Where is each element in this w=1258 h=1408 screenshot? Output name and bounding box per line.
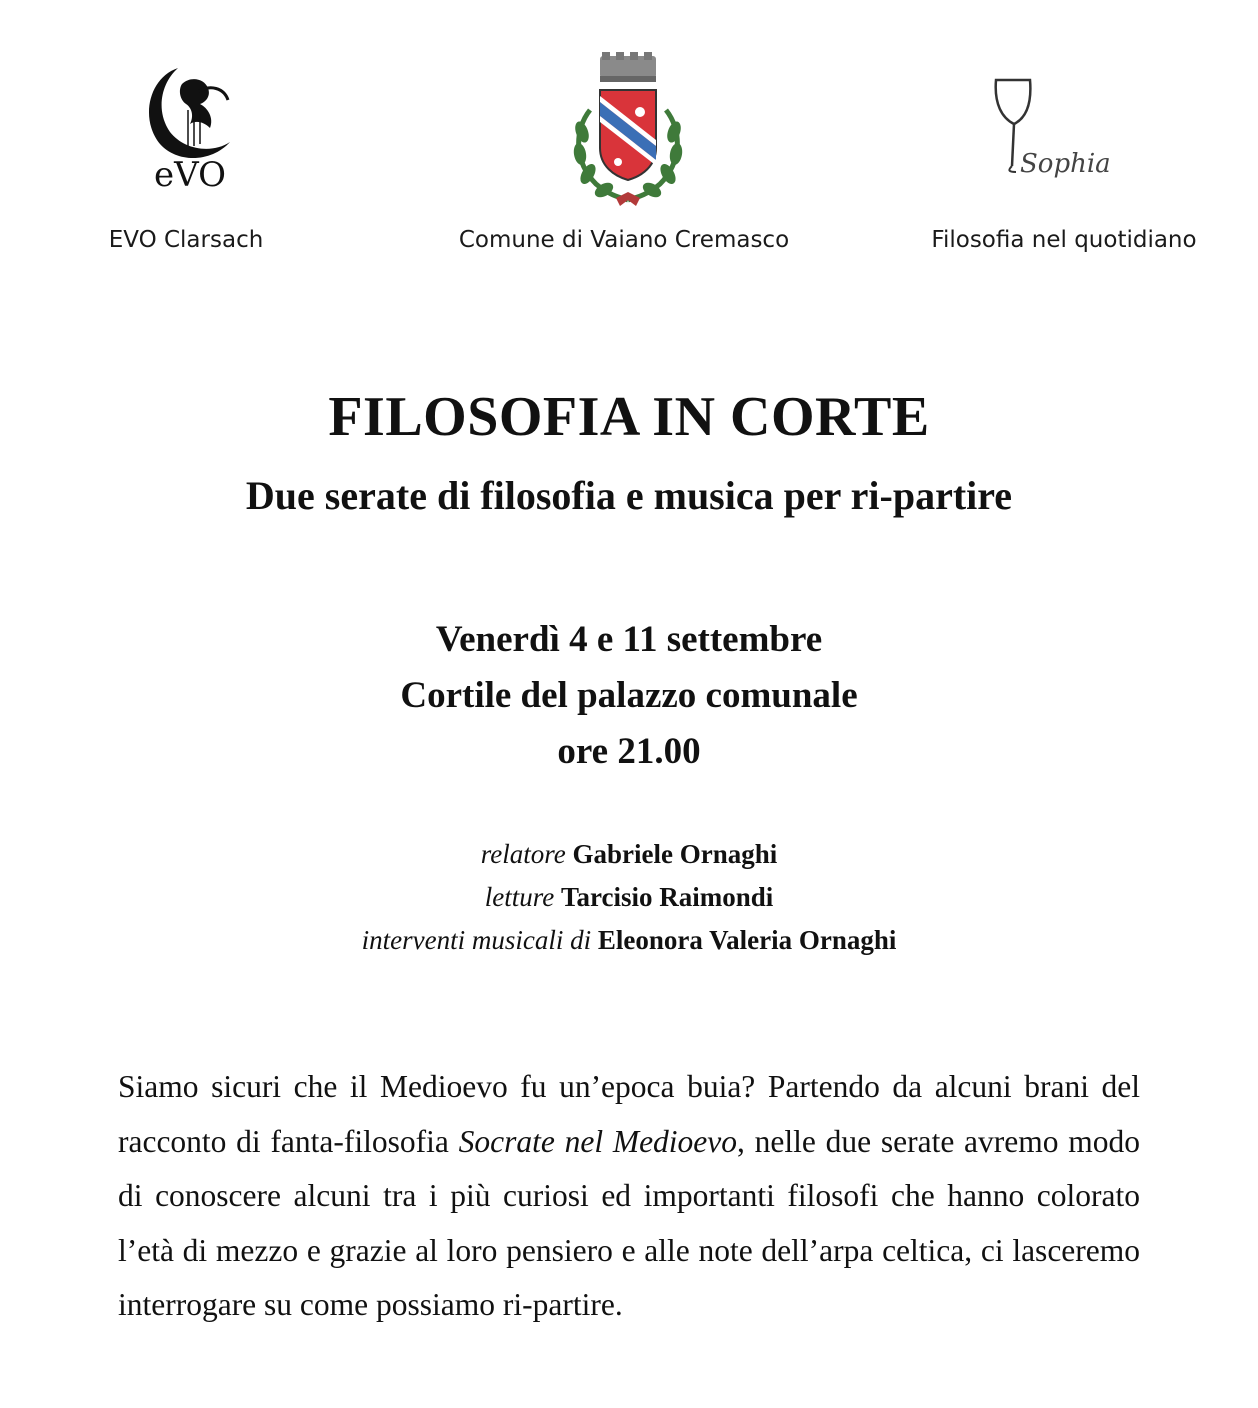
credits	[0, 833, 1258, 962]
credit-line-readings	[0, 876, 1258, 919]
event-info	[0, 612, 1258, 780]
comune-caption: Comune di Vaiano Cremasco	[458, 227, 790, 253]
sophia-caption: Filosofia nel quotidiano	[931, 227, 1197, 253]
wine-glass-icon	[990, 76, 1140, 186]
credit-role: interventi musicali di	[361, 925, 592, 955]
logo-row	[0, 40, 1258, 270]
credit-person: Tarcisio Raimondi	[560, 882, 774, 912]
credit-person: Eleonora Valeria Ornaghi	[597, 925, 897, 955]
evo-logo-icon	[138, 62, 242, 192]
page-title: FILOSOFIA IN CORTE	[328, 386, 930, 448]
event-dates: Venerdì 4 e 11 settembre	[435, 619, 823, 660]
page-subtitle: Due serate di filosofia e musica per ri-partire	[245, 473, 1013, 518]
evo-logo-text: eVO	[154, 155, 226, 192]
book-title: Socrate nel Medioevo	[458, 1123, 738, 1159]
credit-line-music	[0, 919, 1258, 962]
description-part2: , nelle due serate avremo modo di conoscere alcuni tra i più curiosi ed importanti filosofi che hanno colorato l’età di mezzo e grazie al loro pensiero e alle note dell’arpa celtica, ci lasceremo interrogare su come possiamo ri-partire.	[118, 1123, 1141, 1322]
sophia-logo-text: Sophia	[1020, 149, 1111, 179]
credit-role: letture	[484, 882, 555, 912]
description-paragraph	[118, 1060, 1140, 1333]
credit-line-speaker	[0, 833, 1258, 876]
evo-caption: EVO Clarsach	[108, 227, 264, 253]
description-part1: Siamo sicuri che il Medioevo fu un’epoca buia? Partendo da alcuni brani del racconto di fanta-filosofia	[118, 1069, 1140, 1159]
event-location: Cortile del palazzo comunale	[400, 675, 858, 716]
credit-role: relatore	[480, 839, 566, 869]
coat-of-arms-icon	[566, 50, 690, 208]
event-time: ore 21.00	[557, 731, 701, 772]
credit-person: Gabriele Ornaghi	[572, 839, 778, 869]
